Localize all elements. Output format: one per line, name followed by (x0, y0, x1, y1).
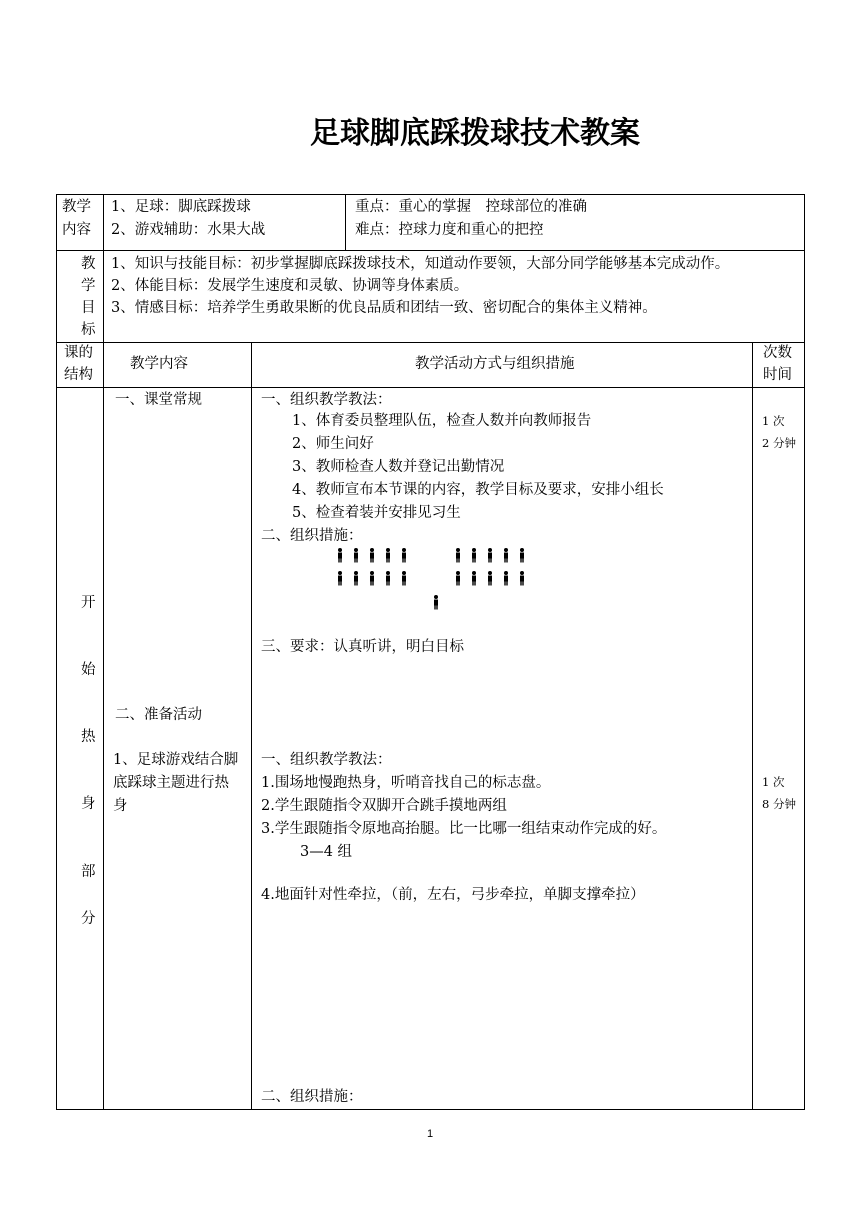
content-warmup: 二、准备活动 (115, 707, 202, 723)
section-label-char: 热 (81, 729, 96, 745)
activity-item: 1.围场地慢跑热身，听哨音找自己的标志盘。 (261, 775, 551, 791)
header-time: 次数 (763, 345, 792, 361)
activity-requirement: 三、要求：认真听讲，明白目标 (261, 639, 464, 655)
time-count: 1 次 (762, 775, 785, 789)
table-divider (345, 194, 346, 250)
teacher-icon (434, 595, 438, 610)
goal-item: 2、体能目标：发展学生速度和灵敏、协调等身体素质。 (111, 278, 469, 294)
table-border-left (56, 194, 57, 1110)
activity-item: 4.地面针对性牵拉，（前，左右，弓步牵拉，单脚支撑牵拉） (261, 887, 645, 903)
table-border-right (804, 194, 805, 1110)
activity-item: 5、检查着装并安排见习生 (292, 505, 461, 521)
activity-item: 4、教师宣布本节课的内容，教学目标及要求，安排小组长 (292, 482, 664, 498)
header-structure: 课的 (64, 345, 93, 361)
content-warmup-desc: 底踩球主题进行热 (113, 775, 229, 791)
table-border-bottom (56, 1109, 805, 1110)
section-label-char: 部 (81, 864, 96, 880)
content-item: 2、游戏辅助：水果大战 (111, 222, 266, 238)
student-icon-group (338, 548, 524, 586)
activity-measures: 二、组织措施： (261, 528, 363, 544)
key-point: 重点：重心的掌握 控球部位的准确 (355, 199, 587, 215)
content-warmup-desc: 1、足球游戏结合脚 (113, 752, 239, 768)
table-divider (103, 194, 104, 250)
activity-item: 2、师生问好 (292, 436, 374, 452)
row-label-content-1: 教学 (62, 199, 91, 215)
table-divider (251, 342, 252, 1110)
table-divider (103, 342, 104, 1110)
table-divider (56, 387, 805, 388)
header-activities: 教学活动方式与组织措施 (415, 356, 575, 372)
time-count: 1 次 (762, 414, 785, 428)
row-label-goal: 学 (81, 278, 96, 294)
time-duration: 8 分钟 (762, 797, 796, 811)
formation-diagram (330, 544, 550, 614)
row-label-content-2: 内容 (62, 222, 91, 238)
activity-heading: 一、组织教学教法： (261, 752, 392, 768)
table-divider (752, 342, 753, 1110)
difficult-point: 难点：控球力度和重心的把控 (355, 222, 544, 238)
section-label-char: 开 (81, 595, 96, 611)
content-warmup-desc: 身 (113, 798, 128, 814)
activity-item: 3、教师检查人数并登记出勤情况 (292, 459, 505, 475)
table-divider (56, 250, 805, 251)
table-border-top (56, 194, 805, 195)
content-routine: 一、课堂常规 (115, 392, 202, 408)
content-item: 1、足球：脚底踩拨球 (111, 199, 251, 215)
goal-item: 1、知识与技能目标：初步掌握脚底踩拨球技术，知道动作要领，大部分同学能够基本完成动作。 (111, 256, 730, 272)
row-label-goal: 目 (81, 300, 96, 316)
section-label-char: 始 (81, 662, 96, 678)
header-structure: 结构 (64, 367, 93, 383)
goal-item: 3、情感目标：培养学生勇敢果断的优良品质和团结一致、密切配合的集体主义精神。 (111, 300, 657, 316)
activity-item: 3.学生跟随指令原地高抬腿。比一比哪一组结束动作完成的好。 (261, 821, 667, 837)
activity-item: 1、体育委员整理队伍，检查人数并向教师报告 (292, 413, 592, 429)
table-divider (56, 342, 805, 343)
row-label-goal: 标 (81, 322, 96, 338)
header-time: 时间 (763, 367, 792, 383)
time-duration: 2 分钟 (762, 436, 796, 450)
activity-item: 2.学生跟随指令双脚开合跳手摸地两组 (261, 798, 507, 814)
section-label-char: 分 (81, 911, 96, 927)
activity-measures: 二、组织措施： (261, 1089, 363, 1105)
row-label-goal: 教 (81, 256, 96, 272)
section-label-char: 身 (81, 796, 96, 812)
document-title: 足球脚底踩拨球技术教案 (310, 116, 640, 151)
table-divider (103, 250, 104, 342)
header-content: 教学内容 (130, 356, 188, 372)
page-number: 1 (426, 1128, 434, 1140)
activity-heading: 一、组织教学教法： (261, 392, 392, 408)
activity-groups: 3—4 组 (300, 844, 353, 860)
